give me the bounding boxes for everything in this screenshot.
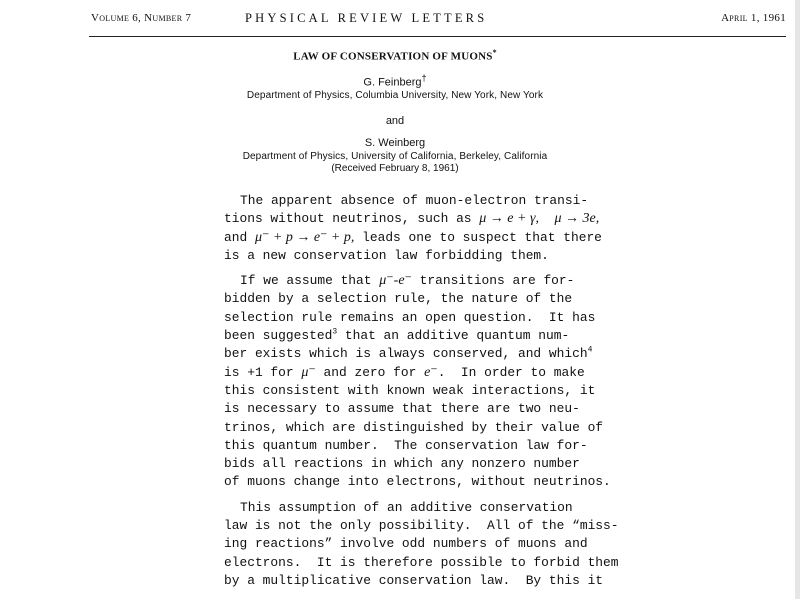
text-line: been suggested$^3$ that an additive quantum num- (224, 327, 570, 344)
reference-mark: 4 (587, 346, 593, 356)
paragraph-3 (224, 499, 619, 590)
paper-title: LAW OF CONSERVATION OF MUONS* (293, 48, 497, 63)
article-body (224, 192, 619, 597)
text-line: ber exists which is always conserved, and which$^4$ (224, 346, 593, 362)
title-block (180, 48, 610, 174)
text-line: If we assume that μ⁻-e⁻ transitions are for- (240, 273, 575, 289)
text-line: bids all reactions in which any nonzero number (224, 456, 580, 472)
text-line: selection rule remains an open question. It has (224, 309, 596, 325)
journal-name: PHYSICAL REVIEW LETTERS (245, 11, 488, 25)
text-line: trinos, which are distinguished by their value of (224, 419, 604, 435)
equation: e⁻ (424, 364, 438, 380)
text-line: law is not the only possibility. All of the “miss- (224, 518, 619, 534)
text-line: is necessary to assume that there are two neu- (224, 401, 580, 417)
text-line: bidden by a selection rule, the nature of the (224, 291, 573, 307)
received-date: (Received February 8, 1961) (331, 163, 459, 175)
author-1: G. Feinberg† (363, 72, 427, 89)
author-1-footnote-mark: † (421, 72, 427, 83)
text-line: electrons. It is therefore possible to forbid them (224, 554, 619, 570)
text-line: This assumption of an additive conservation (240, 499, 573, 515)
text-line: The apparent absence of muon-electron transi- (240, 193, 589, 208)
equation: μ⁻ + p → e⁻ + p, (254, 229, 355, 245)
affiliation-1: Department of Physics, Columbia University, New York, New York (246, 90, 544, 102)
volume-number: Volume 6, Number 7 (91, 12, 192, 24)
equation: μ → e + γ, (479, 211, 539, 227)
text-line: this quantum number. The conservation law for- (224, 437, 588, 453)
title-footnote-mark: * (492, 48, 497, 57)
text-line: is +1 for μ⁻ and zero for e⁻. In order to make (224, 364, 585, 380)
reference-mark: 3 (332, 327, 338, 337)
page-edge (795, 0, 800, 599)
author-2: S. Weinberg (364, 137, 426, 150)
issue-date: April 1, 1961 (721, 12, 786, 24)
author-separator: and (385, 115, 405, 128)
text-line: of muons change into electrons, without neutrinos. (224, 474, 611, 490)
header-rule (89, 36, 786, 37)
paragraph-1 (224, 192, 602, 265)
text-line: by a multiplicative conservation law. By this it (224, 572, 604, 588)
equation: μ⁻ (301, 364, 316, 380)
equation: μ⁻-e⁻ (379, 273, 412, 289)
text-line: ing reactions” involve odd numbers of muons and (224, 536, 588, 552)
text-line: tions without neutrinos, such as μ → e + γ, μ → 3e, (224, 211, 600, 227)
text-line: and μ⁻ + p → e⁻ + p, leads one to suspect that there (224, 229, 602, 245)
text-line: is a new conservation law forbidding them. (224, 247, 549, 263)
text-line: this consistent with known weak interactions, it (224, 382, 596, 398)
affiliation-2: Department of Physics, University of California, Berkeley, California (242, 151, 548, 163)
running-header (91, 10, 786, 32)
paragraph-2 (224, 272, 611, 492)
equation: μ → 3e, (554, 211, 600, 227)
